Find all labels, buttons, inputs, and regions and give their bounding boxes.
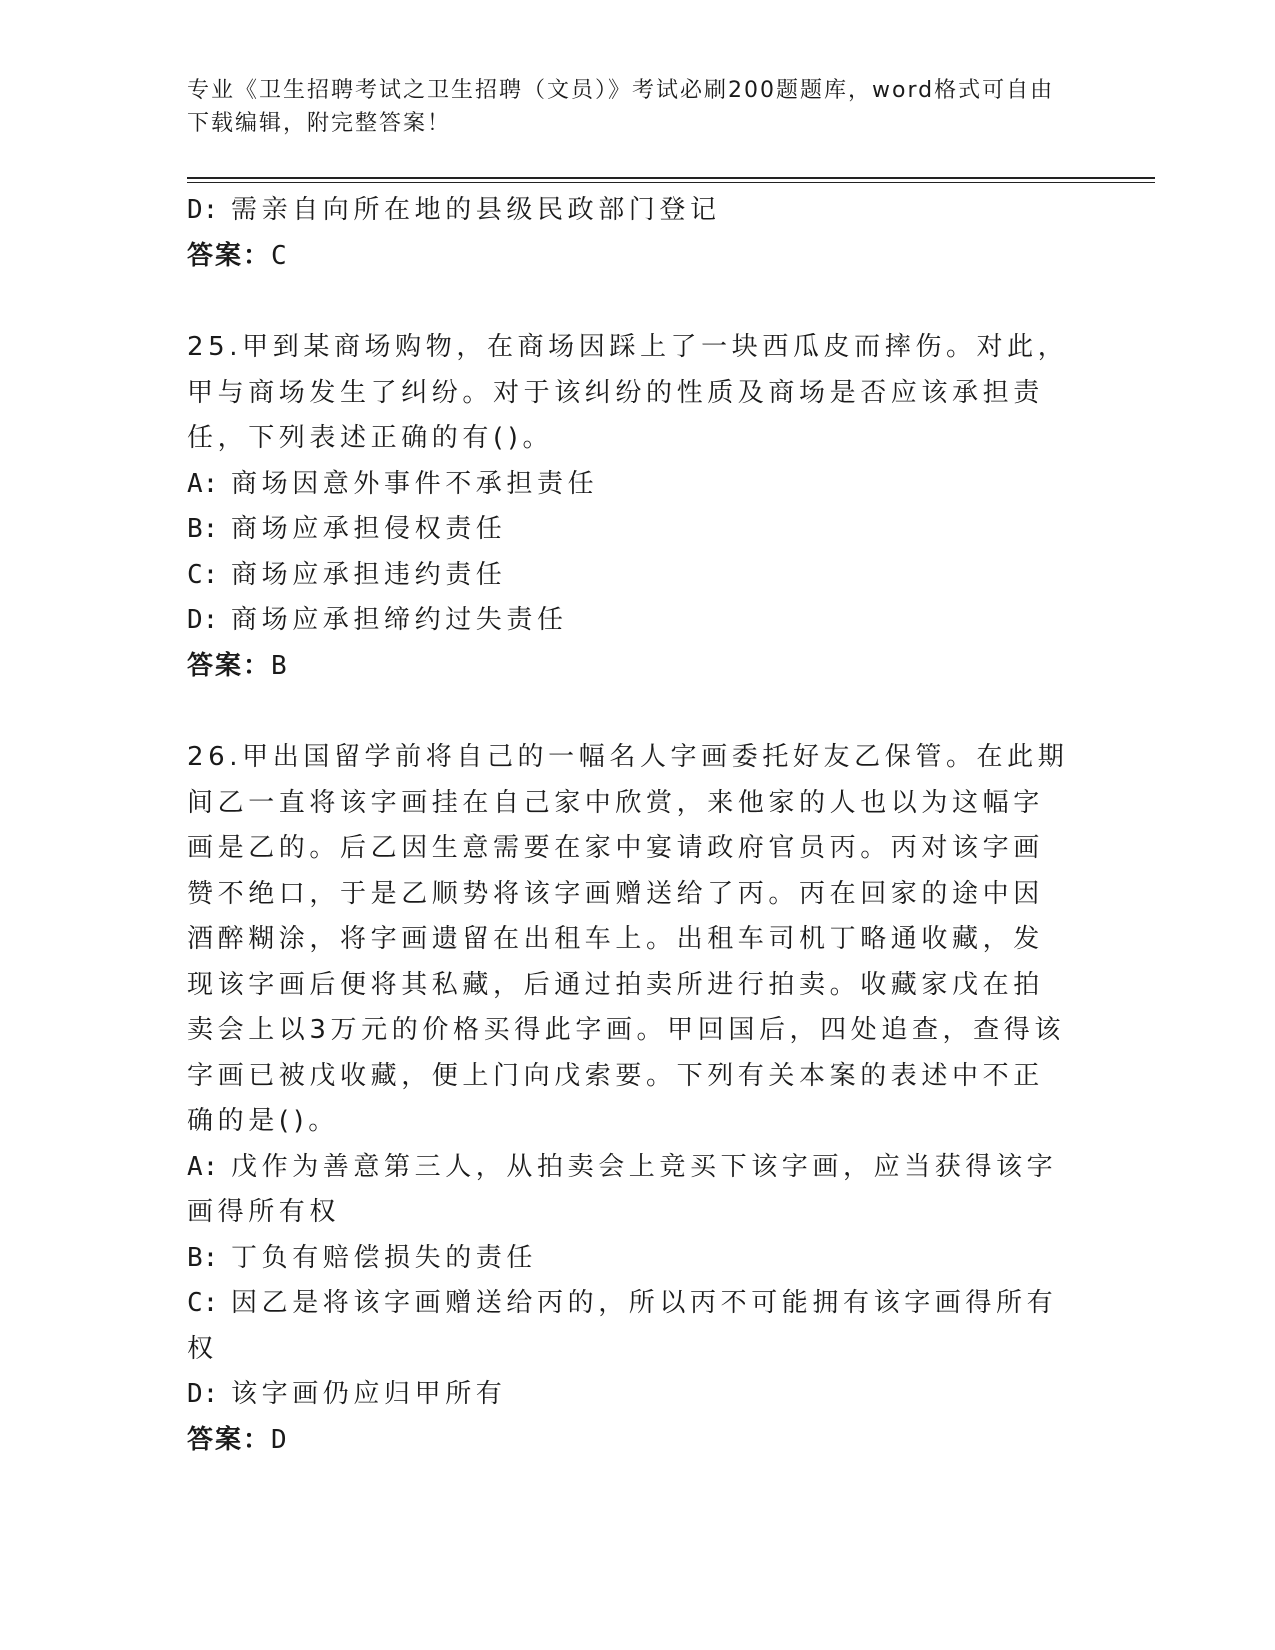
answer-value: D: [271, 1424, 289, 1455]
option-letter: A:: [187, 1151, 219, 1182]
option-letter: A:: [187, 468, 219, 499]
option-letter: B:: [187, 1242, 219, 1273]
q25-option-c: [187, 553, 1087, 599]
q24-option-d: [187, 188, 1087, 234]
q25-option-b: [187, 507, 1087, 553]
option-text: 戊作为善意第三人，从拍卖会上竞买下该字画，应当获得该字画得所有权: [187, 1151, 1058, 1227]
option-text: 商场应承担违约责任: [231, 559, 507, 590]
option-text: 该字画仍应归甲所有: [231, 1379, 507, 1409]
answer-value: C: [271, 240, 289, 271]
answer-label: 答案：: [187, 240, 272, 271]
q26-option-b: [187, 1236, 1087, 1282]
option-letter: D:: [187, 605, 219, 635]
answer-label: 答案：: [187, 1424, 272, 1455]
q26-option-a: [187, 1145, 1072, 1236]
option-text: 商场因意外事件不承担责任: [231, 468, 599, 499]
q26-option-d: [187, 1372, 1087, 1418]
question-content: [187, 188, 1087, 1463]
q26-stem: 26.甲出国留学前将自己的一幅名人字画委托好友乙保管。在此期间乙一直将该字画挂在自己家中欣赏，来他家的人也以为这幅字画是乙的。后乙因生意需要在家中宴请政府官员丙。丙对该字画赞不绝口，于是乙顺势将该字画赠送给了丙。丙在回家的途中因酒醉糊涂，将字画遗留在出租车上。出租车司机丁略通收藏，发现该字画后便将其私藏，后通过拍卖所进行拍卖。收藏家戊在拍卖会上以3万元的价格买得此字画。甲回国后，四处追查，查得该字画已被戊收藏，便上门向戊索要。下列有关本案的表述中不正确的是()。: [187, 742, 1069, 1136]
option-letter: D:: [187, 195, 219, 225]
option-letter: B:: [187, 514, 219, 544]
spacer: [187, 279, 1087, 325]
header-divider-thin: [187, 182, 1155, 183]
answer-value: B: [271, 650, 289, 681]
option-text: 商场应承担侵权责任: [231, 514, 507, 544]
q24-answer: [187, 234, 1087, 280]
q25-option-a: [187, 462, 1087, 508]
q25-option-d: [187, 598, 1087, 644]
q26-option-c: [187, 1281, 1087, 1372]
answer-label: 答案：: [187, 650, 272, 681]
option-letter: D:: [187, 1379, 219, 1409]
q25-stem: 25.甲到某商场购物，在商场因踩上了一块西瓜皮而摔伤。对此，甲与商场发生了纠纷。对于该纠纷的性质及商场是否应该承担责任，下列表述正确的有()。: [187, 332, 1069, 453]
option-text: 因乙是将该字画赠送给丙的，所以丙不可能拥有该字画得所有权: [187, 1288, 1058, 1364]
option-letter: C:: [187, 1288, 219, 1318]
option-text: 商场应承担缔约过失责任: [231, 605, 568, 635]
header-divider-thick: [187, 177, 1155, 179]
option-letter: C:: [187, 559, 219, 590]
page-header: 专业《卫生招聘考试之卫生招聘（文员）》考试必刷200题题库，word格式可自由下载编辑，附完整答案！: [187, 78, 1055, 136]
q26-answer: [187, 1418, 1087, 1464]
option-text: 丁负有赔偿损失的责任: [231, 1242, 538, 1273]
option-text: 需亲自向所在地的县级民政部门登记: [231, 195, 721, 225]
q25-answer: [187, 644, 1087, 690]
spacer: [187, 689, 1087, 735]
